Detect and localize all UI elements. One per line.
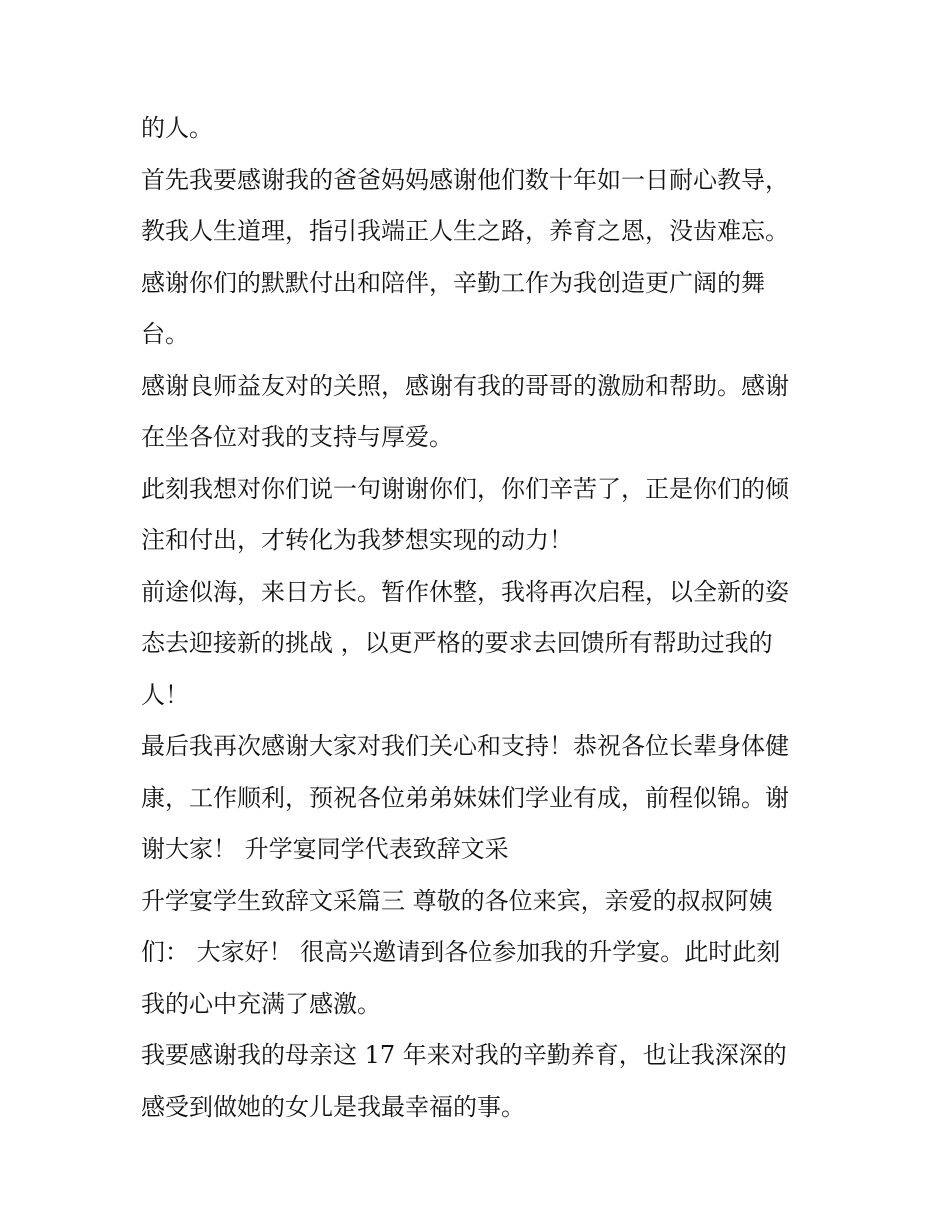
text-line: 教我人生道理，指引我端正人生之路，养育之恩，没齿难忘。 xyxy=(141,217,789,245)
text-line: 最后我再次感谢大家对我们关心和支持！恭祝各位长辈身体健 xyxy=(141,732,789,760)
text-line: 们： 大家好！ 很高兴邀请到各位参加我的升学宴。此时此刻 xyxy=(141,938,781,966)
text-line: 我要感谢我的母亲这 17 年来对我的辛勤养育，也让我深深的 xyxy=(141,1041,787,1069)
text-line: 感谢良师益友对的关照，感谢有我的哥哥的激励和帮助。感谢 xyxy=(141,371,789,400)
text-line: 感谢你们的默默付出和陪伴，辛勤工作为我创造更广阔的舞 xyxy=(141,268,765,297)
text-line: 谢大家！ 升学宴同学代表致辞文采 xyxy=(141,835,509,863)
text-line: 态去迎接新的挑战 ，以更严格的要求去回馈所有帮助过我的 xyxy=(141,629,773,657)
text-line: 康，工作顺利，预祝各位弟弟妹妹们学业有成，前程似锦。谢 xyxy=(141,783,789,812)
text-line: 首先我要感谢我的爸爸妈妈感谢他们数十年如一日耐心教导， xyxy=(141,165,789,194)
text-line: 在坐各位对我的支持与厚爱。 xyxy=(141,423,453,451)
text-line: 注和付出，才转化为我梦想实现的动力！ xyxy=(141,526,573,554)
text-line: 的人。 xyxy=(141,114,213,142)
text-line: 前途似海，来日方长。暂作休整，我将再次启程，以全新的姿 xyxy=(141,577,789,606)
text-line: 升学宴学生致辞文采篇三 尊敬的各位来宾，亲爱的叔叔阿姨 xyxy=(141,886,773,915)
text-line: 感受到做她的女儿是我最幸福的事。 xyxy=(141,1092,525,1121)
text-line: 人！ xyxy=(141,680,189,709)
body-text xyxy=(141,103,821,1133)
text-line: 台。 xyxy=(141,320,189,348)
text-line: 我的心中充满了感激。 xyxy=(141,989,381,1018)
text-line: 此刻我想对你们说一句谢谢你们，你们辛苦了，正是你们的倾 xyxy=(141,474,789,503)
